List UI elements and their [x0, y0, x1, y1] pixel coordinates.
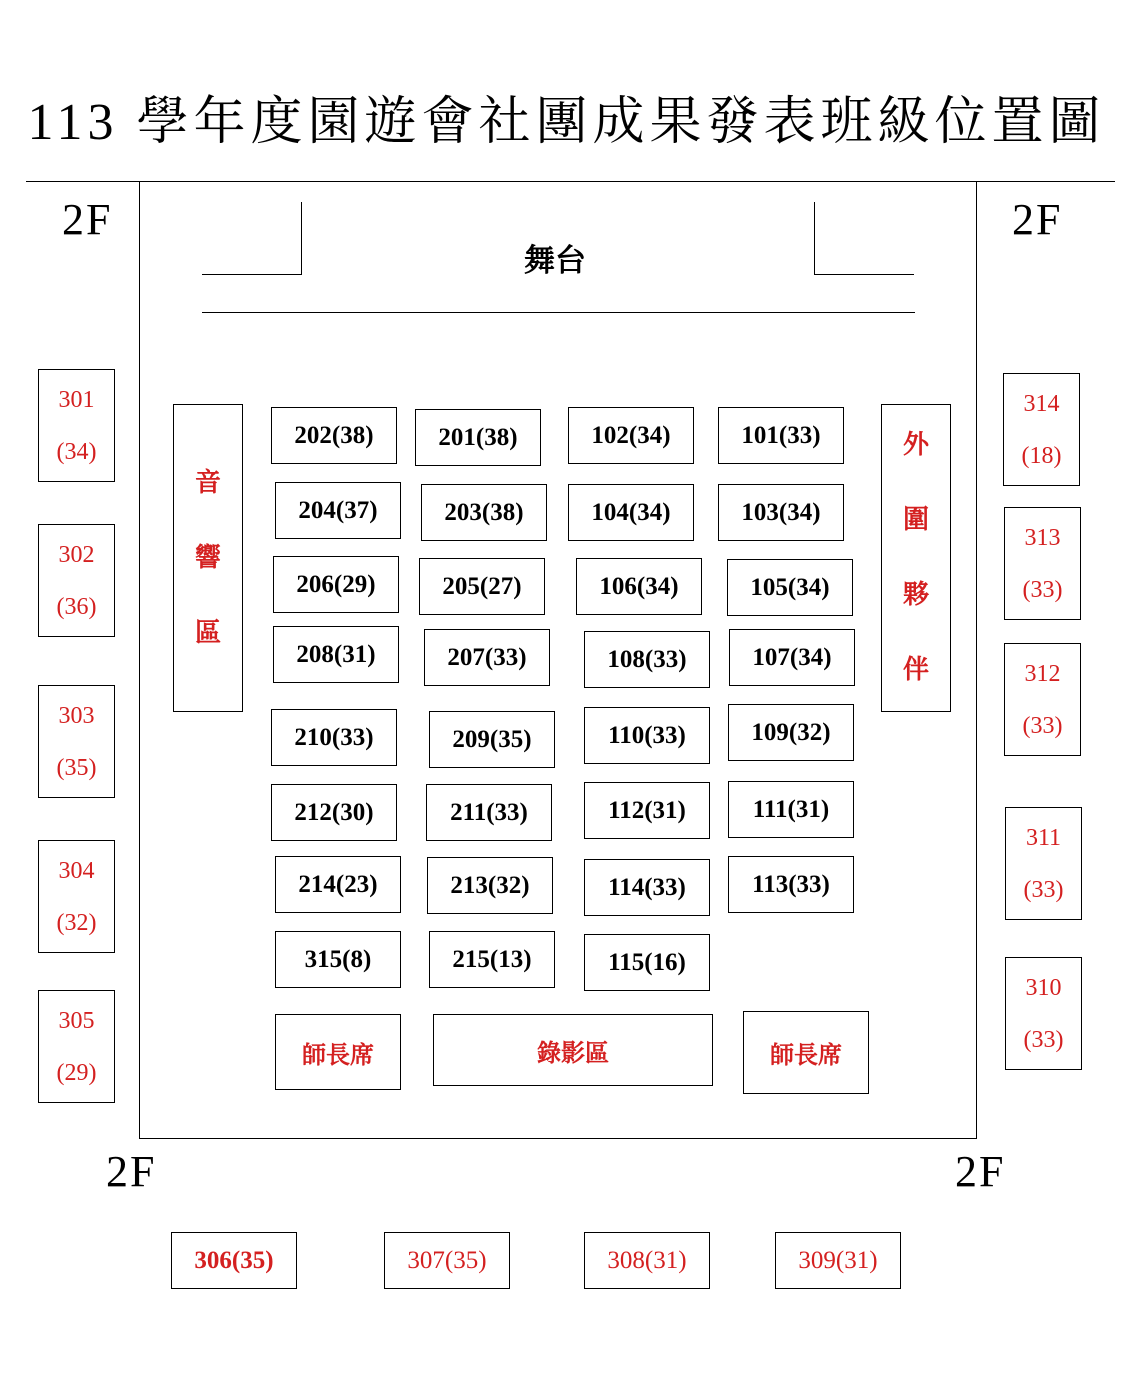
- stage-right-bracket-vertical: [814, 202, 815, 275]
- side-class-313: [1004, 507, 1081, 620]
- class-box-215: 215(13): [429, 931, 555, 988]
- class-number: 303: [58, 702, 95, 729]
- sound-zone: [173, 404, 243, 712]
- class-number: 311: [1025, 824, 1062, 851]
- class-box-211: 211(33): [426, 784, 552, 841]
- class-box-115: 115(16): [584, 934, 710, 991]
- page-title: 113 學年度園遊會社團成果發表班級位置圖: [27, 94, 1106, 151]
- class-count: (29): [56, 1059, 97, 1086]
- helpers-zone-char-2: 圍: [902, 505, 929, 535]
- class-number: 313: [1024, 524, 1061, 551]
- class-box-315: 315(8): [275, 931, 401, 988]
- class-box-114: 114(33): [584, 859, 710, 916]
- class-box-103: 103(34): [718, 484, 844, 541]
- class-box-108: 108(33): [584, 631, 710, 688]
- class-box-207: 207(33): [424, 629, 550, 686]
- side-class-305: [38, 990, 115, 1103]
- sound-zone-char-2: 響: [194, 542, 221, 573]
- bottom-class-306: 306(35): [171, 1232, 297, 1289]
- right-wall-line: [976, 181, 977, 1139]
- bottom-class-309: 309(31): [775, 1232, 901, 1289]
- stage-label: 舞台: [524, 243, 586, 279]
- class-box-106: 106(34): [576, 558, 702, 615]
- stage-right-bracket-horizontal: [814, 274, 914, 275]
- class-number: 310: [1025, 974, 1062, 1001]
- class-box-107: 107(34): [729, 629, 855, 686]
- side-class-311: [1005, 807, 1082, 920]
- stage-left-bracket-horizontal: [202, 274, 302, 275]
- class-box-204: 204(37): [275, 482, 401, 539]
- class-box-209: 209(35): [429, 711, 555, 768]
- side-class-312: [1004, 643, 1081, 756]
- video-zone: 錄影區: [433, 1014, 713, 1086]
- teacher-seats-right: 師長席: [743, 1011, 869, 1094]
- class-number: 305: [58, 1007, 95, 1034]
- helpers-zone: [881, 404, 951, 712]
- stage-front-line: [202, 312, 915, 313]
- class-number: 304: [58, 857, 95, 884]
- side-class-302: [38, 524, 115, 637]
- floor-label-top-left: 2F: [62, 195, 113, 244]
- bottom-class-307: 307(35): [384, 1232, 510, 1289]
- class-box-210: 210(33): [271, 709, 397, 766]
- sound-zone-char-1: 音: [194, 467, 221, 498]
- class-count: (36): [56, 593, 97, 620]
- bottom-wall-line: [139, 1138, 977, 1139]
- side-class-310: [1005, 957, 1082, 1070]
- floor-label-top-right: 2F: [1012, 195, 1063, 244]
- class-box-212: 212(30): [271, 784, 397, 841]
- class-number: 301: [58, 386, 95, 413]
- helpers-zone-char-1: 外: [902, 430, 929, 460]
- class-box-109: 109(32): [728, 704, 854, 761]
- side-class-314: [1003, 373, 1080, 486]
- class-box-101: 101(33): [718, 407, 844, 464]
- floor-label-bottom-right: 2F: [955, 1147, 1006, 1196]
- side-class-303: [38, 685, 115, 798]
- class-count: (33): [1023, 1026, 1064, 1053]
- class-count: (33): [1022, 712, 1063, 739]
- class-number: 302: [58, 541, 95, 568]
- class-count: (32): [56, 909, 97, 936]
- class-count: (35): [56, 754, 97, 781]
- class-box-202: 202(38): [271, 407, 397, 464]
- class-box-113: 113(33): [728, 856, 854, 913]
- class-box-206: 206(29): [273, 556, 399, 613]
- top-wall-line: [26, 181, 1115, 182]
- class-box-102: 102(34): [568, 407, 694, 464]
- class-count: (33): [1022, 576, 1063, 603]
- stage-left-bracket-vertical: [301, 202, 302, 275]
- class-box-205: 205(27): [419, 558, 545, 615]
- class-box-213: 213(32): [427, 857, 553, 914]
- class-box-105: 105(34): [727, 559, 853, 616]
- class-box-208: 208(31): [273, 626, 399, 683]
- class-number: 314: [1023, 390, 1060, 417]
- class-box-214: 214(23): [275, 856, 401, 913]
- class-box-203: 203(38): [421, 484, 547, 541]
- class-box-112: 112(31): [584, 782, 710, 839]
- helpers-zone-char-3: 夥: [902, 580, 929, 610]
- side-class-304: [38, 840, 115, 953]
- class-box-201: 201(38): [415, 409, 541, 466]
- class-count: (34): [56, 438, 97, 465]
- side-class-301: [38, 369, 115, 482]
- class-box-104: 104(34): [568, 484, 694, 541]
- teacher-seats-left: 師長席: [275, 1014, 401, 1090]
- class-box-111: 111(31): [728, 781, 854, 838]
- left-wall-line: [139, 181, 140, 1139]
- sound-zone-char-3: 區: [194, 617, 221, 648]
- class-count: (18): [1021, 442, 1062, 469]
- bottom-class-308: 308(31): [584, 1232, 710, 1289]
- class-number: 312: [1024, 660, 1061, 687]
- helpers-zone-char-4: 伴: [902, 655, 929, 685]
- floor-label-bottom-left: 2F: [106, 1147, 157, 1196]
- class-box-110: 110(33): [584, 707, 710, 764]
- class-count: (33): [1023, 876, 1064, 903]
